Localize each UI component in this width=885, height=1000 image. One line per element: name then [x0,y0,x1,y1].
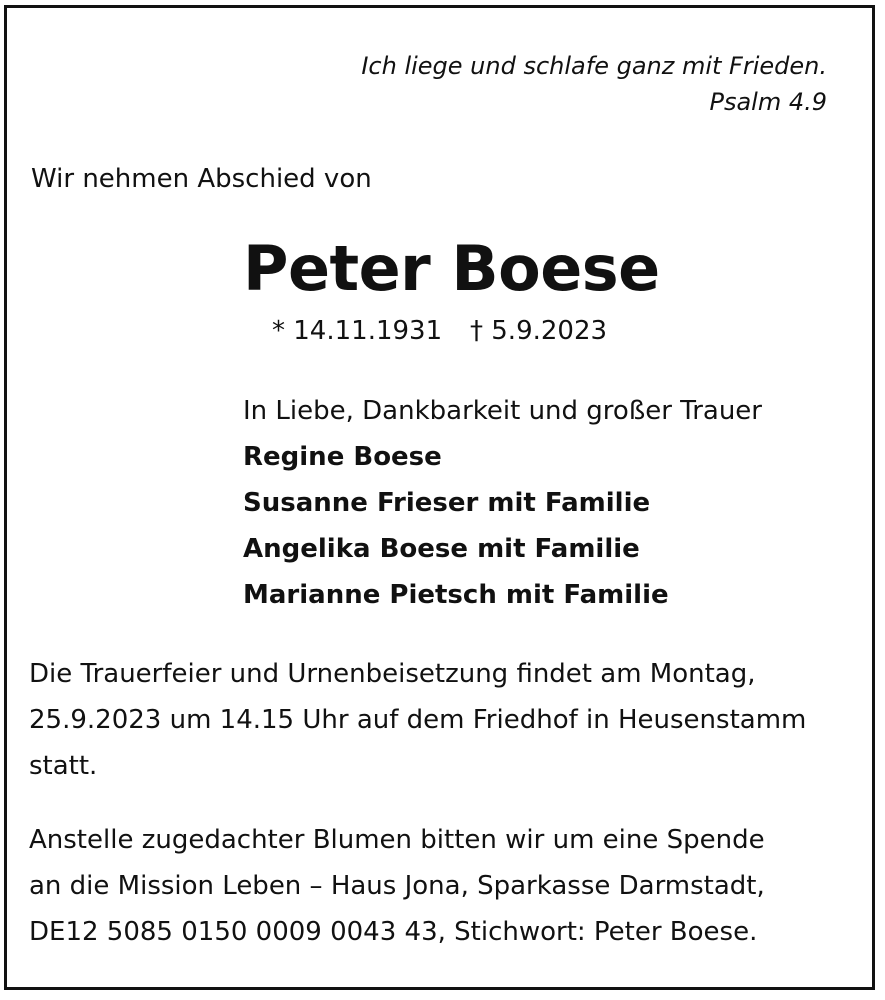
donation-text-line: an die Mission Leben – Haus Jona, Sparkasse Darmstadt, [29,871,765,901]
donation-text-line: DE12 5085 0150 0009 0043 43, Stichwort: Peter Boese. [29,917,758,947]
donation-text-line: Anstelle zugedachter Blumen bitten wir um eine Spende [29,825,765,855]
ceremony-text-line: statt. [29,751,98,781]
death-date: † 5.9.2023 [470,316,608,346]
mourner-name: Marianne Pietsch mit Familie [243,580,669,610]
ceremony-text-line: 25.9.2023 um 14.15 Uhr auf dem Friedhof in Heusenstamm [29,705,807,735]
mourning-line: In Liebe, Dankbarkeit und großer Trauer [243,396,762,426]
mourner-name: Regine Boese [243,442,442,472]
deceased-name: Peter Boese [243,232,660,305]
motto-reference: Psalm 4.9 [709,88,827,116]
ceremony-text-line: Die Trauerfeier und Urnenbeisetzung findet am Montag, [29,659,756,689]
mourner-name: Angelika Boese mit Familie [243,534,640,564]
intro-text: Wir nehmen Abschied von [31,164,372,194]
mourner-name: Susanne Frieser mit Familie [243,488,651,518]
birth-date: * 14.11.1931 [272,316,443,346]
motto-verse: Ich liege und schlafe ganz mit Frieden. [361,52,827,80]
